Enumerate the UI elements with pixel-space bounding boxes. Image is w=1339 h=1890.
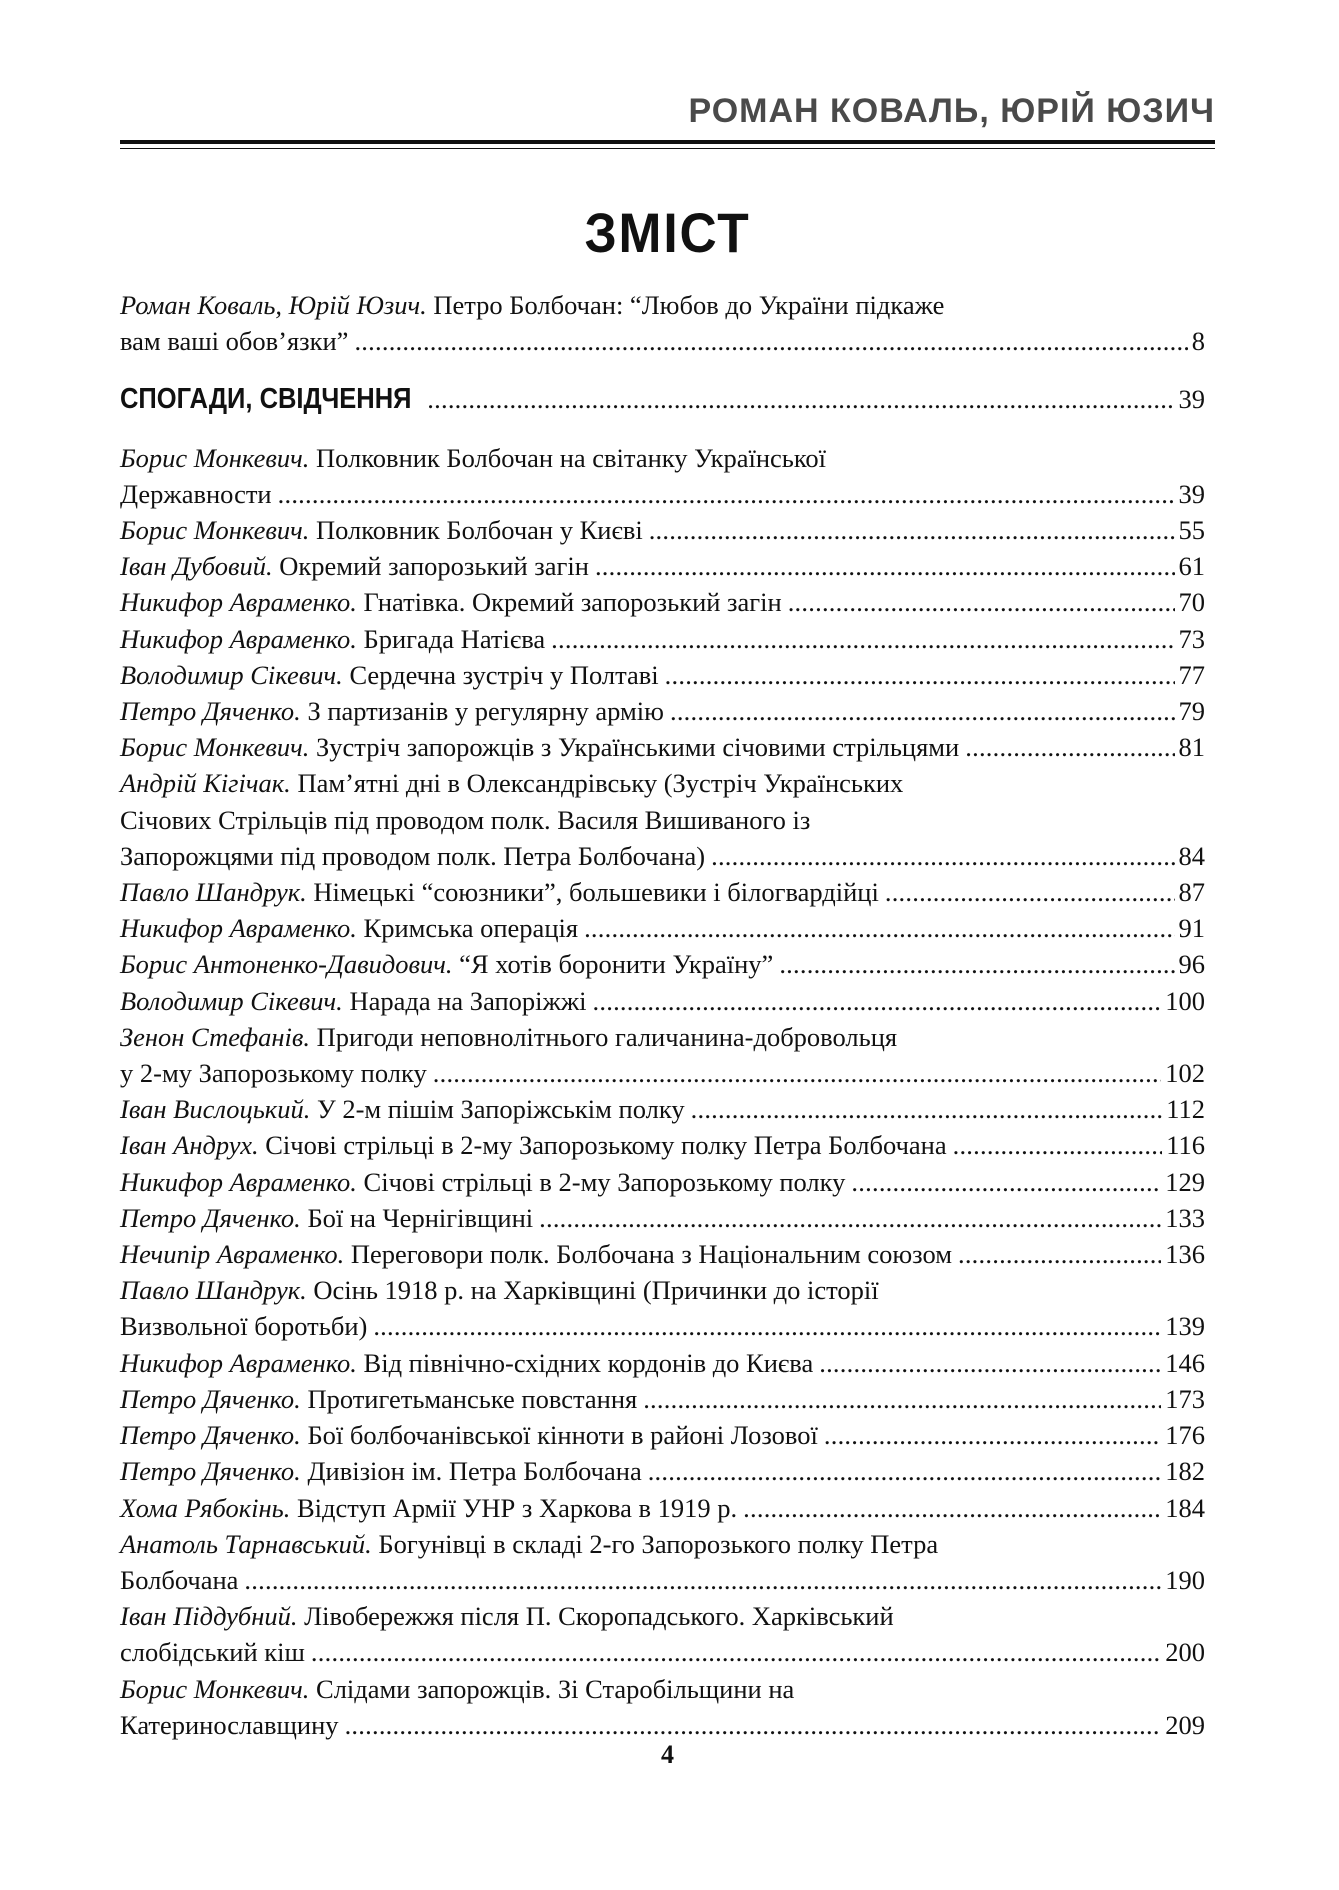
toc-entry[interactable] — [120, 1272, 1205, 1344]
toc-entry-last-line — [120, 1453, 1205, 1489]
toc-entry-title-line: Пам’ятні дні в Олександрівську (Зустріч Українських — [297, 768, 904, 799]
toc-entry-title-line: Петро Болбочан: “Любов до України підкаже — [433, 290, 945, 320]
toc-entry-author: Іван Вислоцький. — [120, 1094, 311, 1125]
toc-entry-text — [120, 1707, 339, 1743]
toc-page-number: 184 — [1165, 1492, 1205, 1523]
toc-entry-text — [120, 443, 826, 473]
toc-entry[interactable] — [120, 765, 1205, 874]
toc-page-number: 100 — [1165, 985, 1205, 1016]
toc-page-number: 182 — [1165, 1456, 1205, 1487]
toc-entry-text — [120, 1275, 879, 1305]
toc-page-number: 139 — [1165, 1311, 1205, 1342]
toc-entry-title-line: Відступ Армії УНР з Харкова в 1919 р. — [296, 1492, 738, 1523]
toc-page-number: 91 — [1178, 913, 1205, 944]
toc-page-number: 55 — [1178, 515, 1205, 546]
toc-entry[interactable] — [120, 910, 1205, 946]
dot-leader — [595, 548, 1175, 584]
toc-entry-author: Петро Дяченко. — [120, 696, 301, 727]
toc-entry-text — [120, 1236, 952, 1272]
toc-entry-author: Нечипір Авраменко. — [120, 1239, 345, 1270]
toc-entry-title-line: Визвольної боротьби) — [120, 1311, 368, 1342]
toc-entry-author: Хома Рябокінь. — [120, 1492, 291, 1523]
toc-entry-last-line — [120, 1634, 1205, 1670]
toc-page-number: 61 — [1178, 551, 1205, 582]
dot-leader — [551, 621, 1174, 657]
toc-entry-text — [120, 910, 579, 946]
toc-entry-text — [120, 946, 774, 982]
toc-entry-author: Іван Андрух. — [120, 1130, 259, 1161]
toc-entry-title-line: Січових Стрільців під проводом полк. Василя Вишиваного із — [120, 804, 811, 835]
toc-entry-text — [120, 1055, 427, 1091]
toc-entry-last-line — [120, 657, 1205, 693]
toc-entry-last-line — [120, 1236, 1205, 1272]
toc-page-number: 84 — [1178, 840, 1205, 871]
toc-entry-author: Павло Шандрук. — [120, 1275, 307, 1306]
toc-entry-text — [120, 1381, 638, 1417]
toc-entry-line — [120, 802, 1205, 838]
toc-page-number: 190 — [1165, 1564, 1205, 1595]
toc-entry[interactable] — [120, 1164, 1205, 1200]
toc-entry-last-line — [120, 1164, 1205, 1200]
toc-entry-last-line — [120, 1055, 1205, 1091]
toc-entry-title-line: Зустріч запорожців з Українськими січовими стрільцями — [316, 732, 960, 763]
toc-page-number: 129 — [1165, 1166, 1205, 1197]
dot-leader — [885, 874, 1175, 910]
toc-page-number: 39 — [1178, 384, 1205, 415]
toc-entry-last-line — [120, 1091, 1205, 1127]
dot-leader — [670, 693, 1175, 729]
toc-entry[interactable] — [120, 1526, 1205, 1598]
toc-entry-author: Никифор Авраменко. — [120, 913, 357, 944]
toc-page-number: 200 — [1165, 1637, 1205, 1668]
toc-page-number: 79 — [1178, 696, 1205, 727]
toc-entry-author: Павло Шандрук. — [120, 877, 307, 908]
toc-entry-title-line: Полковник Болбочан на світанку Української — [316, 442, 826, 473]
toc-entry-text — [120, 1562, 239, 1598]
toc-entry-last-line — [120, 548, 1205, 584]
toc-entry-text — [120, 1417, 818, 1453]
toc-entry-last-line — [120, 584, 1205, 620]
toc-entry-title-line: Гнатівка. Окремий запорозький загін — [363, 587, 782, 618]
toc-entry-author: Петро Дяченко. — [120, 1202, 301, 1233]
toc-page-number: 77 — [1178, 659, 1205, 690]
toc-page-number: 116 — [1166, 1130, 1205, 1161]
toc-entry-title-line: Полковник Болбочан у Києві — [316, 515, 643, 546]
toc-entry-author: Петро Дяченко. — [120, 1383, 301, 1414]
dot-leader — [788, 584, 1175, 620]
table-of-contents — [120, 287, 1205, 1743]
toc-page-number: 176 — [1165, 1420, 1205, 1451]
toc-entry-last-line — [120, 1127, 1205, 1163]
toc-entry[interactable] — [120, 548, 1205, 584]
toc-entry[interactable] — [120, 874, 1205, 910]
toc-entry[interactable] — [120, 1019, 1205, 1091]
toc-entry-last-line — [120, 512, 1205, 548]
toc-entry[interactable] — [120, 1381, 1205, 1417]
dot-leader — [244, 1562, 1161, 1598]
toc-entry[interactable] — [120, 440, 1205, 512]
toc-entry-last-line — [120, 1562, 1205, 1598]
toc-entry-title-line: Нарада на Запоріжжі — [349, 985, 587, 1016]
header-rule-thin — [120, 148, 1215, 149]
toc-entry-line — [120, 1526, 1205, 1562]
dot-leader — [354, 323, 1187, 359]
toc-page-number: 136 — [1165, 1239, 1205, 1270]
toc-entry-title-line: Січові стрільці в 2-му Запорозькому полку Петра Болбочана — [265, 1130, 947, 1161]
toc-entry-text — [120, 729, 960, 765]
toc-entry-text — [120, 1634, 305, 1670]
toc-entry-title-line: Сердечна зустріч у Полтаві — [349, 659, 659, 690]
toc-entry-text — [120, 1529, 938, 1559]
toc-entry-text — [120, 1164, 846, 1200]
toc-page-number: 70 — [1178, 587, 1205, 618]
toc-entry-title-line: Німецькі “союзники”, большевики і білогвардійці — [313, 877, 879, 908]
toc-entry[interactable] — [120, 1345, 1205, 1381]
toc-entry-author: Володимир Сікевич. — [120, 985, 343, 1016]
toc-entry[interactable] — [120, 1671, 1205, 1743]
toc-entry-line — [120, 765, 1205, 801]
toc-entry-author: Андрій Кігічак. — [120, 768, 291, 799]
toc-entry[interactable] — [120, 512, 1205, 548]
dot-leader — [278, 476, 1175, 512]
toc-entry-title-line: З партизанів у регулярну армію — [307, 696, 664, 727]
toc-section-heading[interactable] — [120, 381, 1205, 417]
toc-entry-title-line: Лівобережжя після П. Скоропадського. Харківський — [304, 1601, 894, 1632]
toc-entry[interactable] — [120, 1091, 1205, 1127]
toc-entry-last-line — [120, 323, 1205, 359]
toc-entry-last-line — [120, 693, 1205, 729]
toc-entry-text — [120, 1601, 894, 1631]
toc-entry-text — [120, 693, 664, 729]
toc-entry-author: Борис Монкевич. — [120, 515, 310, 546]
toc-entry[interactable] — [120, 946, 1205, 982]
toc-entry-last-line — [120, 983, 1205, 1019]
toc-entry-last-line — [120, 476, 1205, 512]
toc-entry-title-line: У 2-м пішім Запоріжськім полку — [316, 1094, 685, 1125]
toc-entry-text — [120, 1490, 738, 1526]
toc-entry-text — [120, 805, 810, 835]
toc-entry-author: Никифор Авраменко. — [120, 623, 357, 654]
toc-page-number: 87 — [1178, 877, 1205, 908]
toc-entry-title-line: Пригоди неповнолітнього галичанина-добровольця — [316, 1021, 898, 1052]
toc-entry-author: Борис Антоненко-Давидович. — [120, 949, 453, 980]
toc-entry-title-line: Осінь 1918 р. на Харківщині (Причинки до історії — [313, 1275, 879, 1306]
toc-page-number: 8 — [1191, 326, 1205, 357]
toc-entry-last-line — [120, 1381, 1205, 1417]
toc-entry-text — [120, 512, 643, 548]
toc-entry-last-line — [120, 729, 1205, 765]
toc-entry-last-line — [120, 910, 1205, 946]
toc-entry-title-line: Кримська операція — [363, 913, 579, 944]
dot-leader — [427, 381, 1174, 417]
toc-entry-last-line — [120, 1417, 1205, 1453]
toc-page-number: 102 — [1165, 1058, 1205, 1089]
toc-entry-author: Володимир Сікевич. — [120, 659, 343, 690]
dot-leader — [711, 838, 1174, 874]
toc-entry-author: Анатоль Тарнавський. — [120, 1528, 372, 1559]
section-title: СПОГАДИ, СВІДЧЕННЯ — [120, 383, 412, 416]
running-head: РОМАН КОВАЛЬ, ЮРІЙ ЮЗИЧ — [688, 92, 1215, 130]
toc-entry-author: Петро Дяченко. — [120, 1420, 301, 1451]
toc-entry-author: Іван Дубовий. — [120, 551, 273, 582]
toc-entry-text — [120, 1022, 897, 1052]
toc-entry-last-line — [120, 874, 1205, 910]
toc-entry-intro[interactable] — [120, 287, 1205, 359]
dot-leader — [819, 1345, 1161, 1381]
toc-page-number: 39 — [1178, 478, 1205, 509]
dot-leader — [593, 983, 1162, 1019]
toc-entry-title-line: Бої болбочанівської кінноти в районі Лозової — [307, 1420, 818, 1451]
toc-page-number: 146 — [1165, 1347, 1205, 1378]
toc-entry-title-line: Запорожцями під проводом полк. Петра Болбочана) — [120, 840, 706, 871]
toc-entry-title-line: Катеринославщину — [120, 1709, 339, 1740]
toc-entry-text — [120, 621, 546, 657]
toc-entry-last-line — [120, 1308, 1205, 1344]
toc-entry-title-line: Січові стрільці в 2-му Запорозькому полку — [363, 1166, 846, 1197]
dot-leader — [649, 512, 1175, 548]
dot-leader — [851, 1164, 1161, 1200]
toc-entry-title-line: Окремий запорозький загін — [279, 551, 589, 582]
toc-entry-text — [120, 983, 587, 1019]
dot-leader — [648, 1453, 1162, 1489]
page-number: 4 — [661, 1740, 674, 1769]
toc-entry-title-line: Дивізіон ім. Петра Болбочана — [307, 1456, 642, 1487]
toc-entry-text — [120, 1674, 794, 1704]
toc-entry-text — [120, 584, 782, 620]
toc-entry-author: Никифор Авраменко. — [120, 587, 357, 618]
toc-entry-title-line: у 2-му Запорозькому полку — [120, 1058, 427, 1089]
toc-entry[interactable] — [120, 1127, 1205, 1163]
toc-page-number: 73 — [1178, 623, 1205, 654]
toc-entry[interactable] — [120, 983, 1205, 1019]
dot-leader — [743, 1490, 1161, 1526]
toc-entry[interactable] — [120, 1453, 1205, 1489]
toc-entry-line — [120, 1671, 1205, 1707]
dot-leader — [691, 1091, 1163, 1127]
toc-entry-text — [120, 838, 706, 874]
dot-leader — [311, 1634, 1161, 1670]
toc-entry-author: Никифор Авраменко. — [120, 1166, 357, 1197]
dot-leader — [584, 910, 1174, 946]
toc-entry-line — [120, 1272, 1205, 1308]
toc-entry-line — [120, 1019, 1205, 1055]
toc-entry-title-line: Болбочана — [120, 1564, 239, 1595]
toc-entry[interactable] — [120, 584, 1205, 620]
dot-leader — [824, 1417, 1161, 1453]
toc-entry-last-line — [120, 1707, 1205, 1743]
toc-entry-title-line: вам ваші обов’язки” — [120, 326, 349, 357]
toc-entry-text — [120, 1345, 814, 1381]
toc-entry-text — [120, 657, 659, 693]
toc-page-number: 173 — [1165, 1383, 1205, 1414]
toc-entry-title-line: Богунівці в складі 2-го Запорозького полку Петра — [378, 1528, 939, 1559]
dot-leader — [539, 1200, 1161, 1236]
toc-entry-last-line — [120, 1345, 1205, 1381]
toc-entry-text — [120, 1127, 947, 1163]
toc-entry-title-line: “Я хотів боронити Україну” — [459, 949, 774, 980]
toc-entry-title-line: Переговори полк. Болбочана з Національним союзом — [350, 1239, 952, 1270]
toc-entry-last-line — [120, 1490, 1205, 1526]
toc-entry-author: Петро Дяченко. — [120, 1456, 301, 1487]
toc-entry-text — [120, 874, 879, 910]
toc-entry[interactable] — [120, 1417, 1205, 1453]
toc-entry[interactable] — [120, 1236, 1205, 1272]
dot-leader — [433, 1055, 1162, 1091]
toc-entry-title-line: слобідський кіш — [120, 1637, 305, 1668]
toc-page-number: 112 — [1166, 1094, 1205, 1125]
dot-leader — [965, 729, 1174, 765]
toc-entry-last-line — [120, 1200, 1205, 1236]
toc-entry-text — [120, 476, 272, 512]
header-rule-thick — [120, 140, 1215, 144]
toc-entry-author: Роман Коваль, Юрій Юзич. — [120, 290, 427, 320]
toc-entry-author: Никифор Авраменко. — [120, 1347, 357, 1378]
toc-page-number: 81 — [1178, 732, 1205, 763]
toc-page-number: 133 — [1165, 1202, 1205, 1233]
dot-leader — [665, 657, 1175, 693]
toc-entry-title-line: Державности — [120, 478, 272, 509]
toc-entry-line — [120, 287, 1205, 323]
toc-entry-last-line — [120, 838, 1205, 874]
toc-entry-author: Іван Піддубний. — [120, 1601, 298, 1632]
toc-entry-line — [120, 1598, 1205, 1634]
toc-entry-author: Зенон Стефанів. — [120, 1021, 311, 1052]
toc-entry-text — [120, 1091, 685, 1127]
toc-entry-text — [120, 1308, 368, 1344]
toc-entry-line — [120, 440, 1205, 476]
dot-leader — [373, 1308, 1161, 1344]
toc-entry-text — [120, 768, 903, 798]
toc-page-number: 209 — [1165, 1709, 1205, 1740]
toc-entry-author: Борис Монкевич. — [120, 442, 310, 473]
toc-entry-author: Борис Монкевич. — [120, 1673, 310, 1704]
toc-entry-text — [120, 1200, 534, 1236]
dot-leader — [345, 1707, 1162, 1743]
dot-leader — [779, 946, 1174, 982]
toc-entry[interactable] — [120, 1490, 1205, 1526]
toc-entry-title-line: Від північно-східних кордонів до Києва — [363, 1347, 814, 1378]
toc-entry-title-line: Слідами запорожців. Зі Старобільщини на — [316, 1673, 795, 1704]
toc-entry-text — [120, 548, 589, 584]
toc-page-number: 96 — [1178, 949, 1205, 980]
toc-entry-last-line — [120, 621, 1205, 657]
toc-entry-title-line: Протигетьманське повстання — [307, 1383, 638, 1414]
toc-entry-title-line: Бої на Чернігівщині — [307, 1202, 534, 1233]
toc-title: ЗМІСТ — [584, 201, 751, 264]
toc-entry[interactable] — [120, 729, 1205, 765]
toc-entry-last-line — [120, 946, 1205, 982]
toc-entry-author: Борис Монкевич. — [120, 732, 310, 763]
dot-leader — [958, 1236, 1161, 1272]
toc-entry[interactable] — [120, 1200, 1205, 1236]
toc-entry-text — [120, 1453, 642, 1489]
toc-entry-title-line: Бригада Натієва — [363, 623, 546, 654]
dot-leader — [953, 1127, 1163, 1163]
toc-entry[interactable] — [120, 693, 1205, 729]
toc-entry[interactable] — [120, 1598, 1205, 1670]
toc-entry[interactable] — [120, 621, 1205, 657]
dot-leader — [643, 1381, 1161, 1417]
toc-entry-list — [120, 440, 1205, 1743]
toc-entry[interactable] — [120, 657, 1205, 693]
